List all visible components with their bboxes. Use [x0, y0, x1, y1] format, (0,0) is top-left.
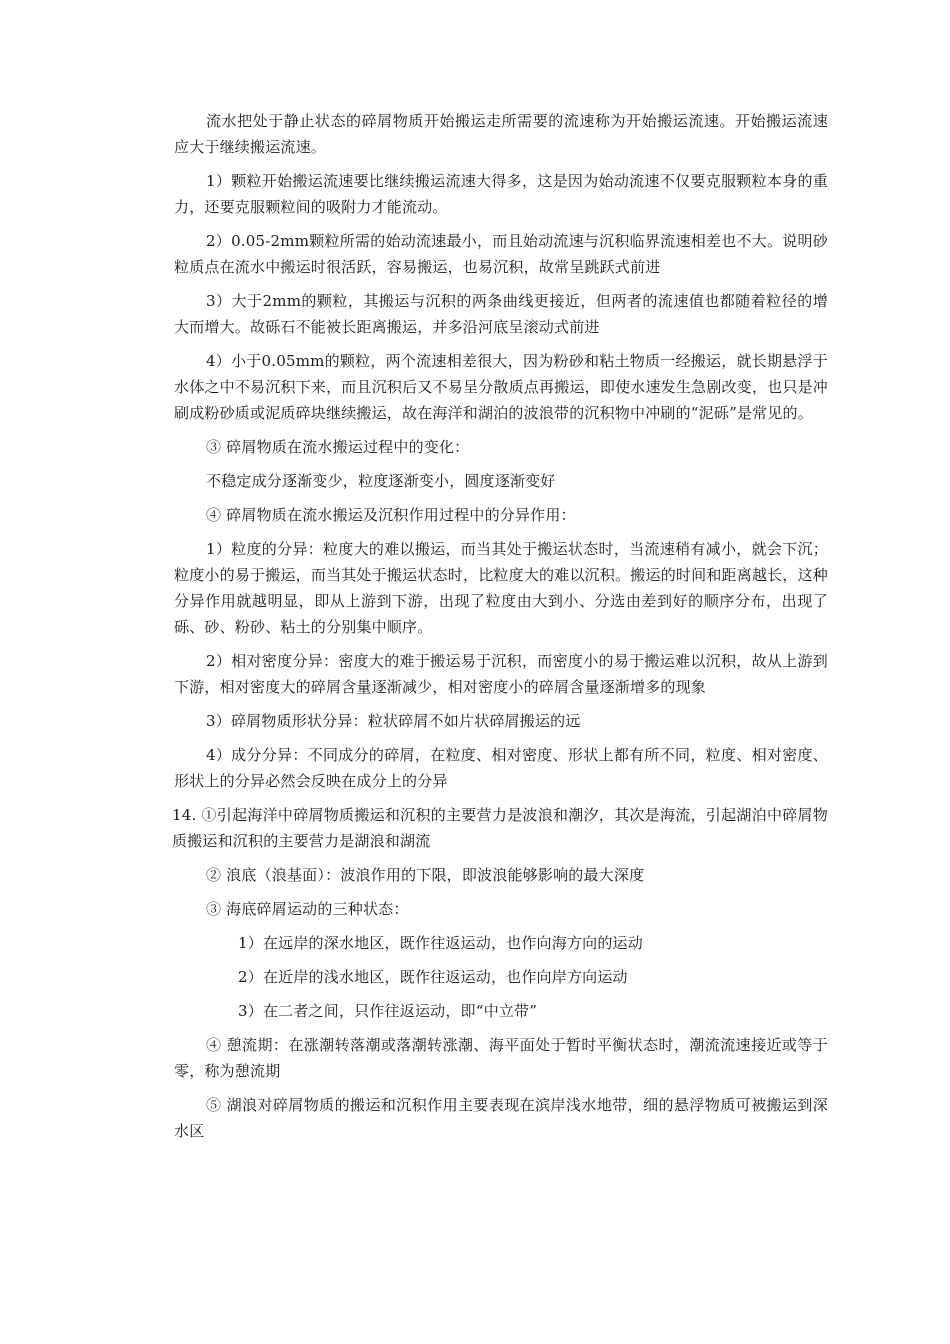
document-body: [174, 108, 828, 1144]
paragraph-item-1: 1）颗粒开始搬运流速要比继续搬运流速大得多，这是因为始动流速不仅要克服颗粒本身的重力，还要克服颗粒间的吸附力才能流动。: [174, 172, 828, 216]
paragraph-heading-3: ③ 碎屑物质在流水搬运过程中的变化：: [206, 438, 470, 456]
paragraph-lake-waves: ⑤ 湖浪对碎屑物质的搬运和沉积作用主要表现在滨岸浅水地带，细的悬浮物质可被搬运到深水区: [174, 1096, 828, 1140]
paragraph-wave-base: ② 浪底（浪基面）：波浪作用的下限，即波浪能够影响的最大深度: [206, 866, 645, 884]
paragraph-change-summary: 不稳定成分逐渐变少，粒度逐渐变小，圆度逐渐变好: [206, 472, 556, 490]
paragraph-seabed-motion-heading: ③ 海底碎屑运动的三种状态：: [206, 900, 409, 918]
paragraph-definition: 流水把处于静止状态的碎屑物质开始搬运走所需要的流速称为开始搬运流速。开始搬运流速应大于继续搬运流速。: [174, 112, 828, 156]
paragraph-density-sorting: 2）相对密度分异：密度大的难于搬运易于沉积，而密度小的易于搬运难以沉积，故从上游到下游，相对密度大的碎屑含量逐渐减少，相对密度小的碎屑含量逐渐增多的现象: [174, 652, 828, 696]
paragraph-item-2: 2）0.05-2mm颗粒所需的始动流速最小，而且始动流速与沉积临界流速相差也不大。说明砂粒质点在流水中搬运时很活跃，容易搬运，也易沉积，故常呈跳跃式前进: [174, 232, 828, 276]
paragraph-item-4: 4）小于0.05mm的颗粒，两个流速相差很大，因为粉砂和粘土物质一经搬运，就长期悬浮于水体之中不易沉积下来，而且沉积后又不易呈分散质点再搬运，即使水速发生急剧改变，也只是冲刷成粉砂质或泥质碎块继续搬运，故在海洋和湖泊的波浪带的沉积物中冲刷的“泥砾”是常见的。: [174, 352, 828, 422]
paragraph-item-3: 3）大于2mm的颗粒，其搬运与沉积的两条曲线更接近，但两者的流速值也都随着粒径的增大而增大。故砾石不能被长距离搬运，并多沿河底呈滚动式前进: [174, 292, 828, 336]
paragraph-motion-2: 2）在近岸的浅水地区，既作往返运动，也作向岸方向运动: [238, 968, 628, 986]
paragraph-motion-3: 3）在二者之间，只作往返运动，即“中立带”: [238, 1002, 538, 1020]
paragraph-shape-sorting: 3）碎屑物质形状分异：粒状碎屑不如片状碎屑搬运的远: [206, 712, 581, 730]
paragraph-slack-tide: ④ 憩流期：在涨潮转落潮或落潮转涨潮、海平面处于暂时平衡状态时，潮流流速接近或等于零，称为憩流期: [174, 1036, 828, 1080]
paragraph-section-14: 14. ①引起海洋中碎屑物质搬运和沉积的主要营力是波浪和潮汐，其次是海流，引起湖泊中碎屑物质搬运和沉积的主要营力是湖浪和湖流: [172, 806, 828, 850]
paragraph-motion-1: 1）在远岸的深水地区，既作往返运动，也作向海方向的运动: [238, 934, 643, 952]
paragraph-size-sorting: 1）粒度的分异：粒度大的难以搬运，而当其处于搬运状态时，当流速稍有减小，就会下沉；粒度小的易于搬运，而当其处于搬运状态时，比粒度大的难以沉积。搬运的时间和距离越长，这种分异作用就越明显，即从上游到下游，出现了粒度由大到小、分选由差到好的顺序分布，出现了砾、砂、粉砂、粘土的分别集中顺序。: [174, 540, 828, 636]
paragraph-heading-4: ④ 碎屑物质在流水搬运及沉积作用过程中的分异作用：: [206, 506, 576, 524]
paragraph-composition-sorting: 4）成分分异：不同成分的碎屑，在粒度、相对密度、形状上都有所不同，粒度、相对密度、形状上的分异必然会反映在成分上的分异: [174, 746, 828, 790]
